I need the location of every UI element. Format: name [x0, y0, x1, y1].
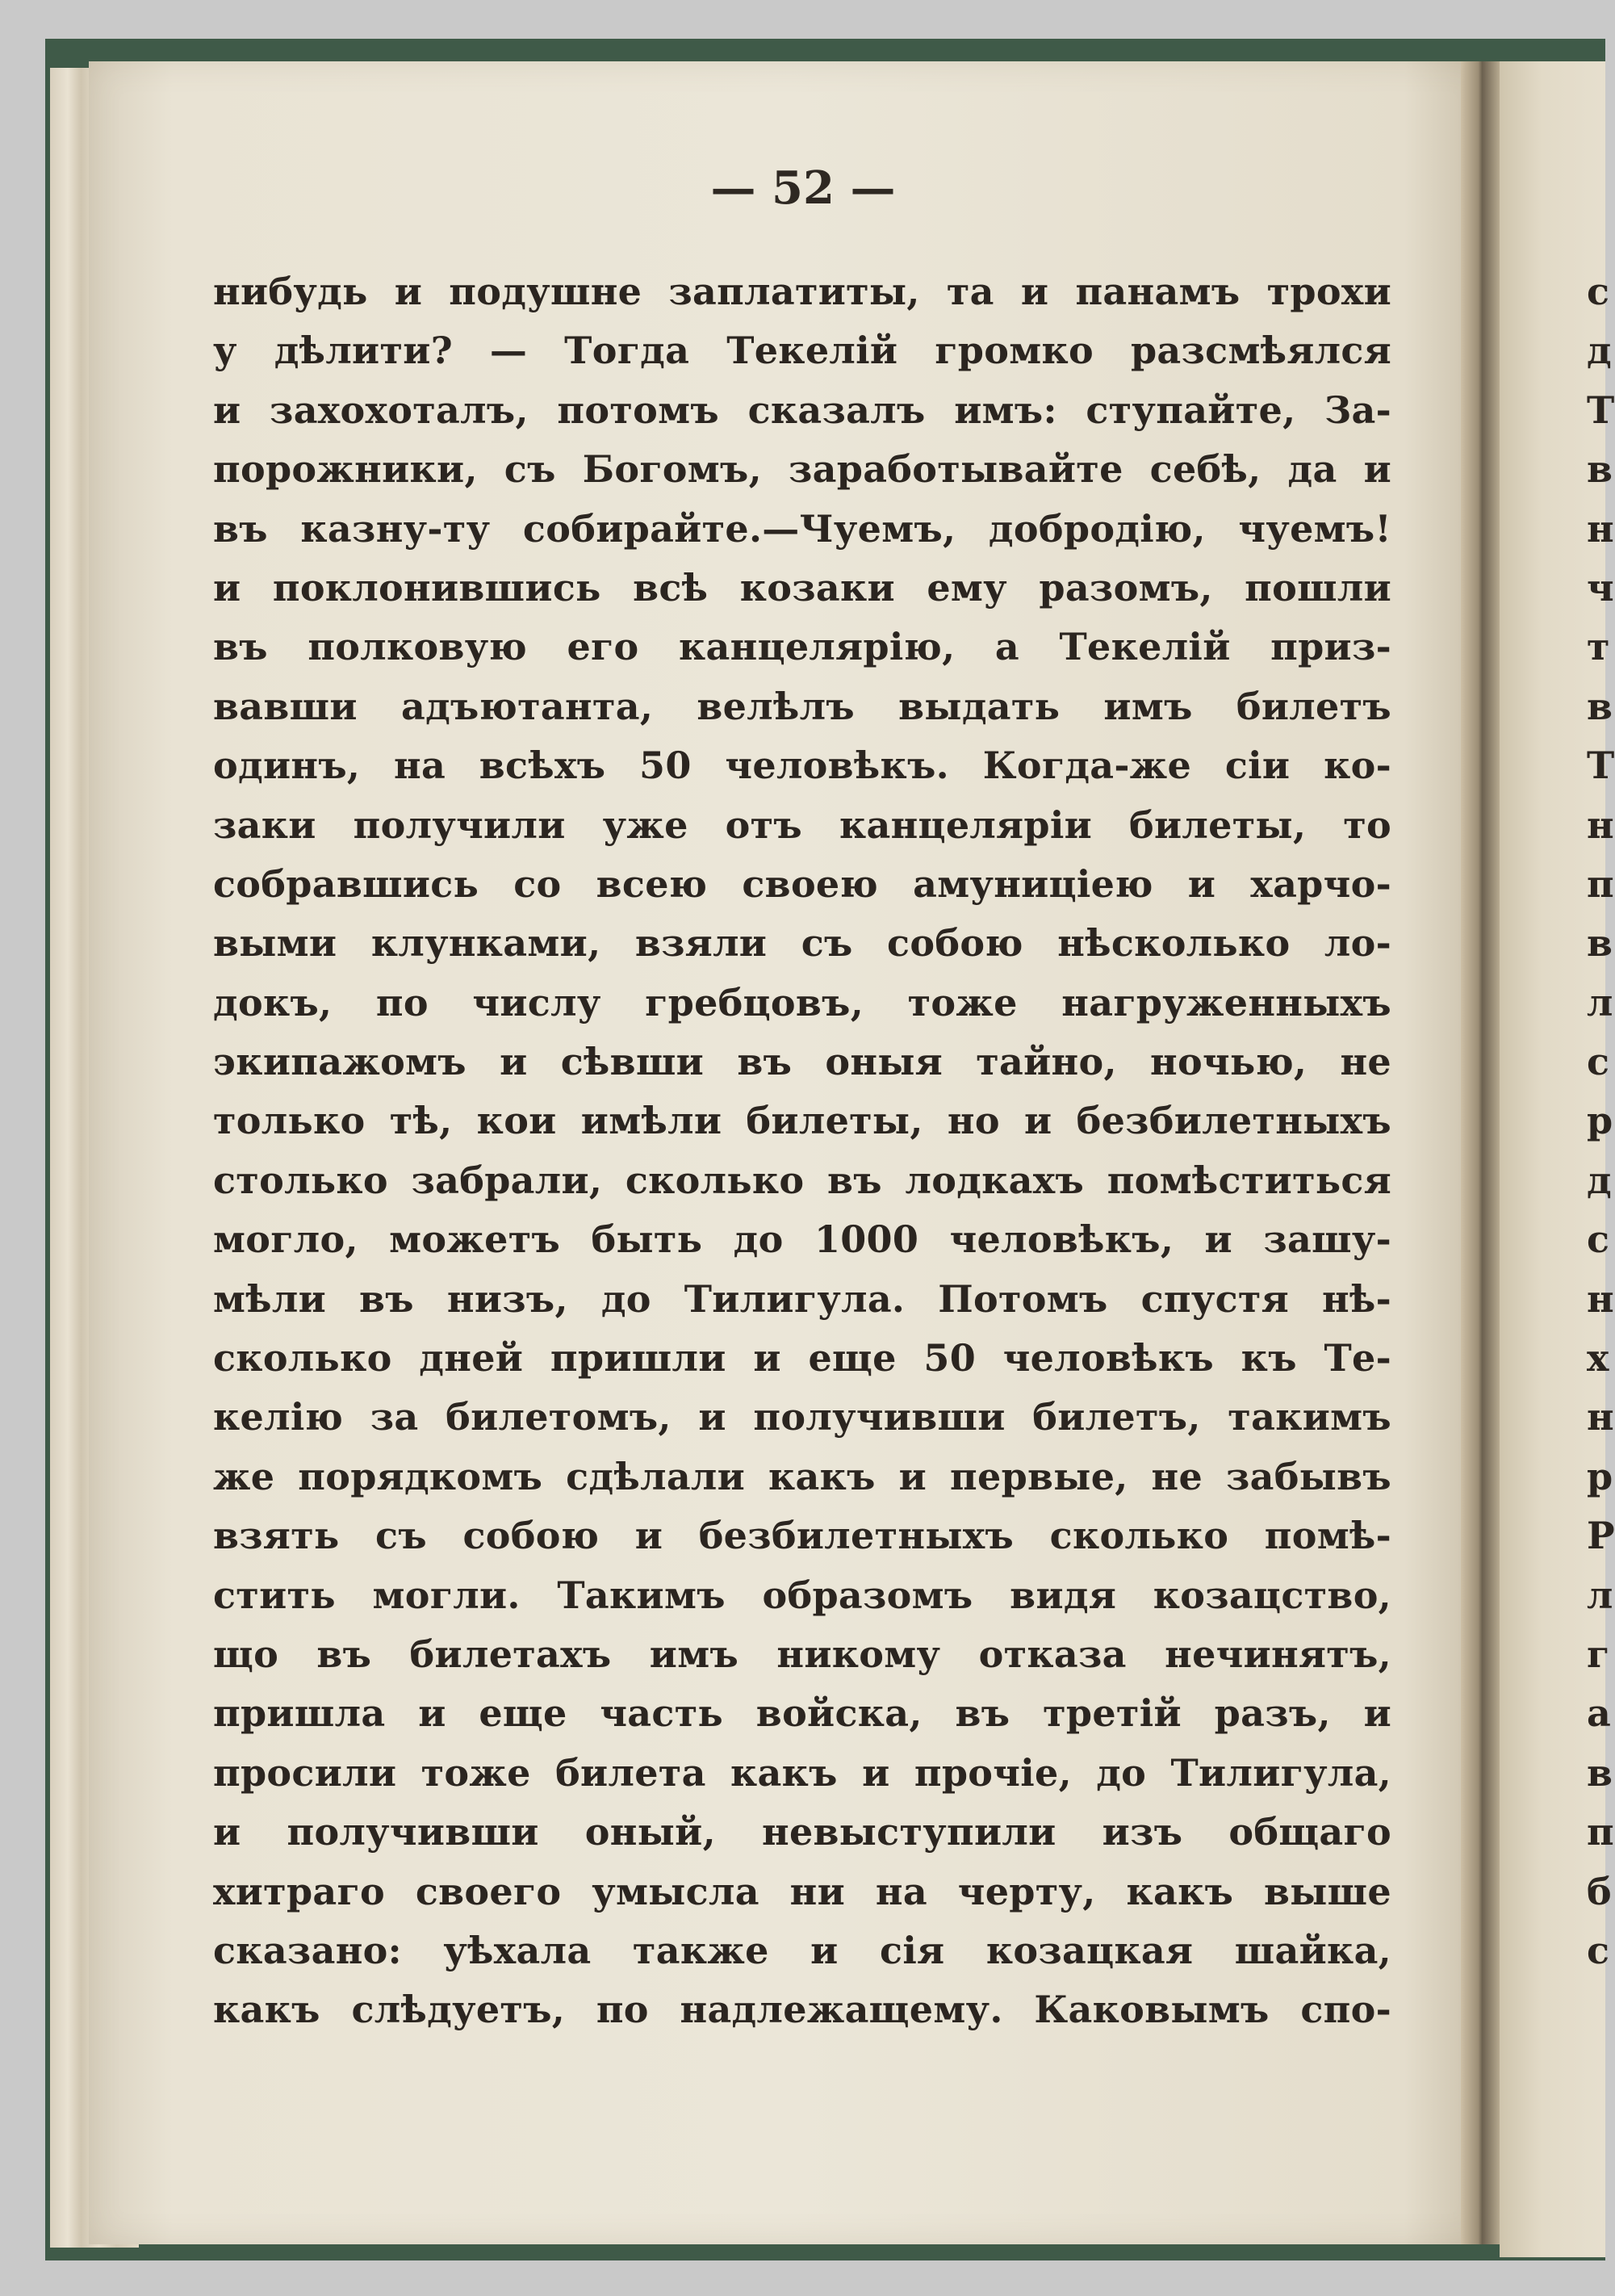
text-line: сколько дней пришли и еще 50 человѣкъ къ Те- [213, 1336, 1391, 1381]
text-line: и поклонившись всѣ козаки ему разомъ, пошли [213, 565, 1391, 610]
facing-page-fragment: д [1587, 329, 1612, 373]
facing-page-fragment: л [1587, 1573, 1613, 1617]
text-line: докъ, по числу гребцовъ, тоже нагруженныхъ [213, 980, 1391, 1024]
facing-page-fragment: в [1587, 684, 1613, 728]
text-line: нибудь и подушне заплатиты, та и панамъ трохи [213, 270, 1391, 313]
text-line: могло, можетъ быть до 1000 человѣкъ, и зашу- [213, 1217, 1391, 1262]
text-line: въ полковую его канцелярію, а Текелій приз- [213, 625, 1391, 669]
facing-page-text [1587, 262, 1615, 1980]
facing-page-fragment: н [1587, 802, 1614, 847]
text-line: какъ слѣдуетъ, по надлежащему. Каковымъ спо- [213, 1988, 1391, 2032]
facing-page-fragment: п [1587, 1810, 1614, 1854]
page-number: — 52 — [710, 161, 896, 215]
facing-page-fragment: с [1587, 1040, 1610, 1084]
facing-page-fragment: р [1587, 1099, 1613, 1143]
facing-page-fragment: в [1587, 1750, 1613, 1795]
text-line: вавши адъютанта, велѣлъ выдать имъ билетъ [213, 684, 1391, 728]
text-line: порожники, съ Богомъ, заработывайте себѣ, да и [213, 447, 1391, 492]
facing-page-fragment: р [1587, 1454, 1613, 1498]
facing-page-fragment: н [1587, 506, 1614, 551]
text-line: стить могли. Такимъ образомъ видя козацство, [213, 1573, 1391, 1617]
text-line: же порядкомъ сдѣлали какъ и первые, не забывъ [213, 1454, 1391, 1498]
text-line: и захохоталъ, потомъ сказалъ имъ: ступайте, За- [213, 388, 1391, 432]
text-line: що въ билетахъ имъ никому отказа нечинятъ, [213, 1632, 1391, 1676]
text-line: взять съ собою и безбилетныхъ сколько помѣ- [213, 1514, 1391, 1558]
facing-page-fragment: т [1587, 625, 1610, 669]
facing-page-fragment: с [1587, 270, 1610, 313]
facing-page-fragment: Т [1587, 744, 1615, 788]
facing-page-fragment: х [1587, 1336, 1609, 1381]
facing-page-fragment: д [1587, 1158, 1612, 1202]
facing-page-fragment: в [1587, 921, 1613, 966]
facing-page-fragment: а [1587, 1691, 1611, 1736]
text-line: мѣли въ низъ, до Тилигула. Потомъ спустя нѣ- [213, 1276, 1391, 1321]
text-line: столько забрали, сколько въ лодкахъ помѣститься [213, 1158, 1391, 1202]
text-line: заки получили уже отъ канцеляріи билеты, то [213, 802, 1391, 847]
text-line: хитраго своего умысла ни на черту, какъ выше [213, 1869, 1391, 1913]
text-line: у дѣлити? — Тогда Текелій громко разсмѣялся [213, 329, 1391, 373]
text-line: и получивши оный, невыступили изъ общаго [213, 1810, 1391, 1854]
text-line: только тѣ, кои имѣли билеты, но и безбилетныхъ [213, 1099, 1391, 1143]
facing-page-fragment: Р [1587, 1514, 1615, 1558]
book-gutter [1461, 61, 1500, 2244]
text-line: экипажомъ и сѣвши въ оныя тайно, ночью, не [213, 1040, 1391, 1084]
facing-page-fragment: в [1587, 447, 1613, 492]
page-text [213, 262, 1391, 2040]
facing-page-fragment: ч [1587, 565, 1614, 610]
text-line: одинъ, на всѣхъ 50 человѣкъ. Когда-же сіи ко- [213, 744, 1391, 788]
text-line: сказано: уѣхала также и сія козацкая шайка, [213, 1928, 1391, 1972]
text-line: собравшись со всею своею амуниціею и харчо- [213, 861, 1391, 906]
facing-page-fragment: с [1587, 1928, 1610, 1972]
facing-page-fragment: г [1587, 1632, 1610, 1676]
text-line: просили тоже билета какъ и прочіе, до Тилигула, [213, 1750, 1391, 1795]
facing-page-fragment: н [1587, 1395, 1614, 1439]
facing-page-fragment: с [1587, 1217, 1610, 1262]
text-line: келію за билетомъ, и получивши билетъ, такимъ [213, 1395, 1391, 1439]
facing-page-fragment: б [1587, 1869, 1612, 1913]
text-line: въ казну-ту собирайте.—Чуемъ, добродію, чуемъ! [213, 506, 1391, 551]
text-line: пришла и еще часть войска, въ третій разъ, и [213, 1691, 1391, 1736]
facing-page-fragment: п [1587, 861, 1614, 906]
text-line: выми клунками, взяли съ собою нѣсколько ло- [213, 921, 1391, 966]
facing-page-fragment: н [1587, 1276, 1614, 1321]
facing-page-fragment: Т [1587, 388, 1615, 432]
facing-page-fragment: л [1587, 980, 1613, 1024]
